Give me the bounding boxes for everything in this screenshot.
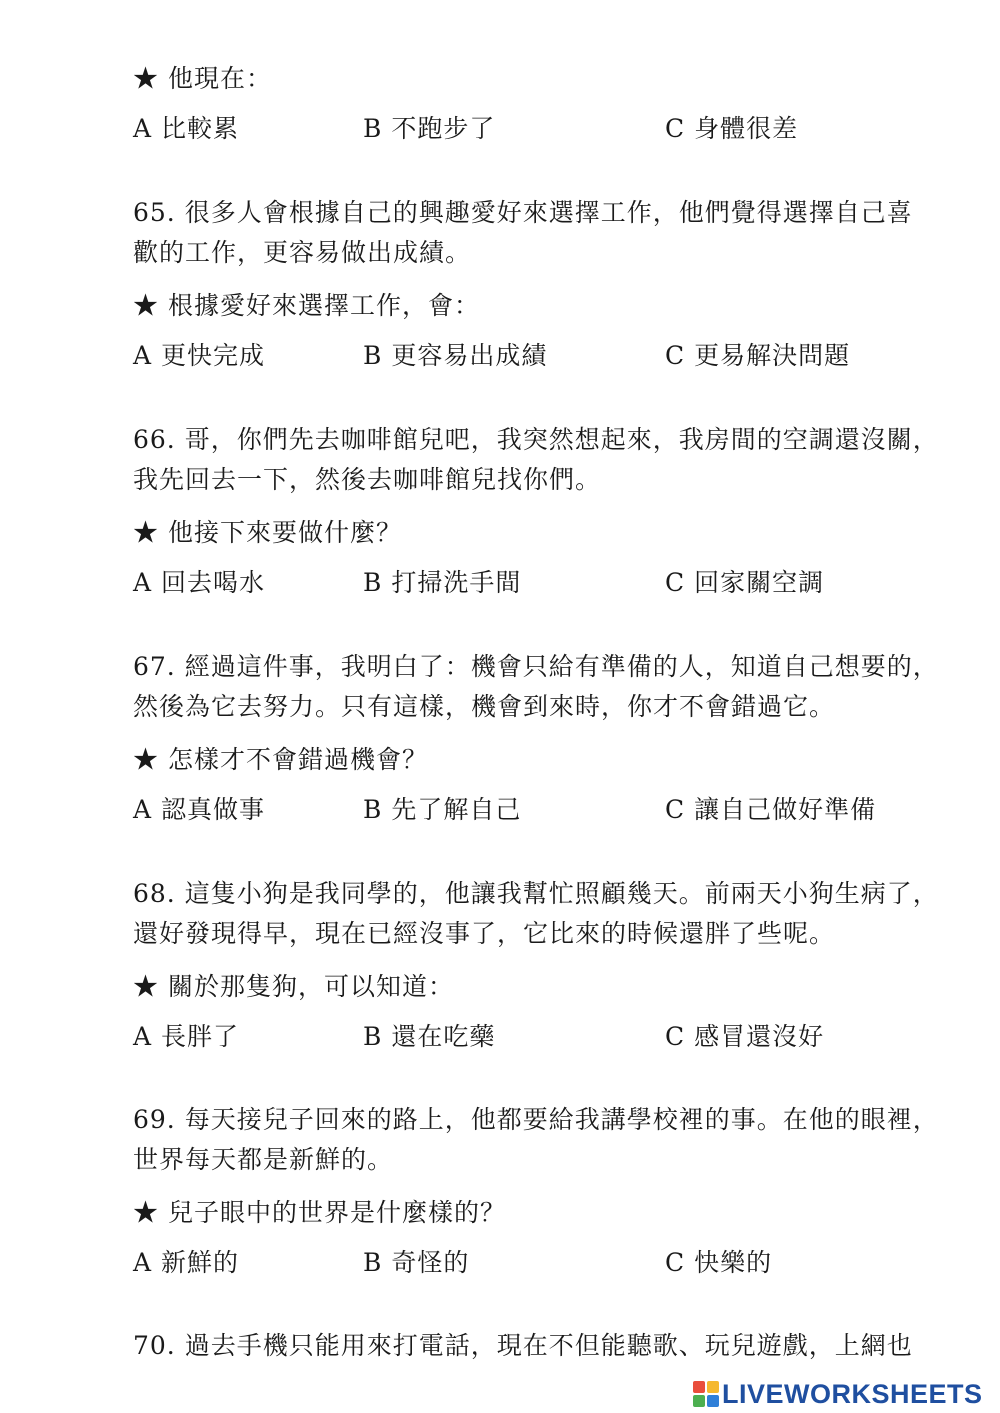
q67-option-a[interactable]: A 認真做事 [133,795,266,824]
q70-text-line1: 70. 過去手機只能用來打電話，現在不但能聽歌、玩兒遊戲，上網也 [133,1331,913,1360]
q69-text-line1: 69. 每天接兒子回來的路上，他都要給我講學校裡的事。在他的眼裡， [133,1105,939,1134]
q64-option-a[interactable]: A 比較累 [133,114,240,143]
q67-option-b[interactable]: B 先了解自己 [363,795,522,824]
q66-option-c[interactable]: C 回家關空調 [665,568,825,597]
liveworksheets-brand-text: LIVEWORKSHEETS [722,1378,983,1409]
logo-tile-red [693,1381,705,1393]
q69-question: ★ 兒子眼中的世界是什麼樣的？ [133,1198,506,1227]
q69-option-a[interactable]: A 新鮮的 [133,1248,240,1277]
q67-text-line1: 67. 經過這件事，我明白了：機會只給有準備的人，知道自己想要的， [133,652,939,681]
q68-text-line1: 68. 這隻小狗是我同學的，他讓我幫忙照顧幾天。前兩天小狗生病了， [133,879,939,908]
q64-question: ★ 他現在： [133,64,272,93]
logo-tile-blue [707,1395,719,1407]
q68-text-line2: 還好發現得早，現在已經沒事了，它比來的時候還胖了些呢。 [133,919,836,948]
q64-option-c[interactable]: C 身體很差 [665,114,799,143]
q69-text-line2: 世界每天都是新鮮的。 [133,1145,394,1174]
q68-option-a[interactable]: A 長胖了 [133,1022,240,1051]
q65-option-c[interactable]: C 更易解決問題 [665,341,851,370]
q65-question: ★ 根據愛好來選擇工作，會： [133,291,480,320]
q69-option-b[interactable]: B 奇怪的 [363,1248,470,1277]
q65-option-a[interactable]: A 更快完成 [133,341,266,370]
q65-option-b[interactable]: B 更容易出成績 [363,341,548,370]
q65-text-line2: 歡的工作，更容易做出成績。 [133,238,472,267]
q67-question: ★ 怎樣才不會錯過機會？ [133,745,428,774]
liveworksheets-logo-icon [693,1381,719,1407]
logo-tile-yellow [707,1381,719,1393]
q64-option-b[interactable]: B 不跑步了 [363,114,496,143]
q68-option-b[interactable]: B 還在吃藥 [363,1022,496,1051]
q69-option-c[interactable]: C 快樂的 [665,1248,773,1277]
q66-option-a[interactable]: A 回去喝水 [133,568,266,597]
q66-text-line2: 我先回去一下，然後去咖啡館兒找你們。 [133,465,602,494]
q67-text-line2: 然後為它去努力。只有這樣，機會到來時，你才不會錯過它。 [133,692,836,721]
q66-text-line1: 66. 哥，你們先去咖啡館兒吧，我突然想起來，我房間的空調還沒關， [133,425,939,454]
q65-text-line1: 65. 很多人會根據自己的興趣愛好來選擇工作，他們覺得選擇自己喜 [133,198,913,227]
liveworksheets-watermark [693,1378,983,1410]
q68-question: ★ 關於那隻狗，可以知道： [133,972,454,1001]
q68-option-c[interactable]: C 感冒還沒好 [665,1022,825,1051]
logo-tile-green [693,1395,705,1407]
q67-option-c[interactable]: C 讓自己做好準備 [665,795,877,824]
q66-option-b[interactable]: B 打掃洗手間 [363,568,522,597]
q66-question: ★ 他接下來要做什麼？ [133,518,402,547]
